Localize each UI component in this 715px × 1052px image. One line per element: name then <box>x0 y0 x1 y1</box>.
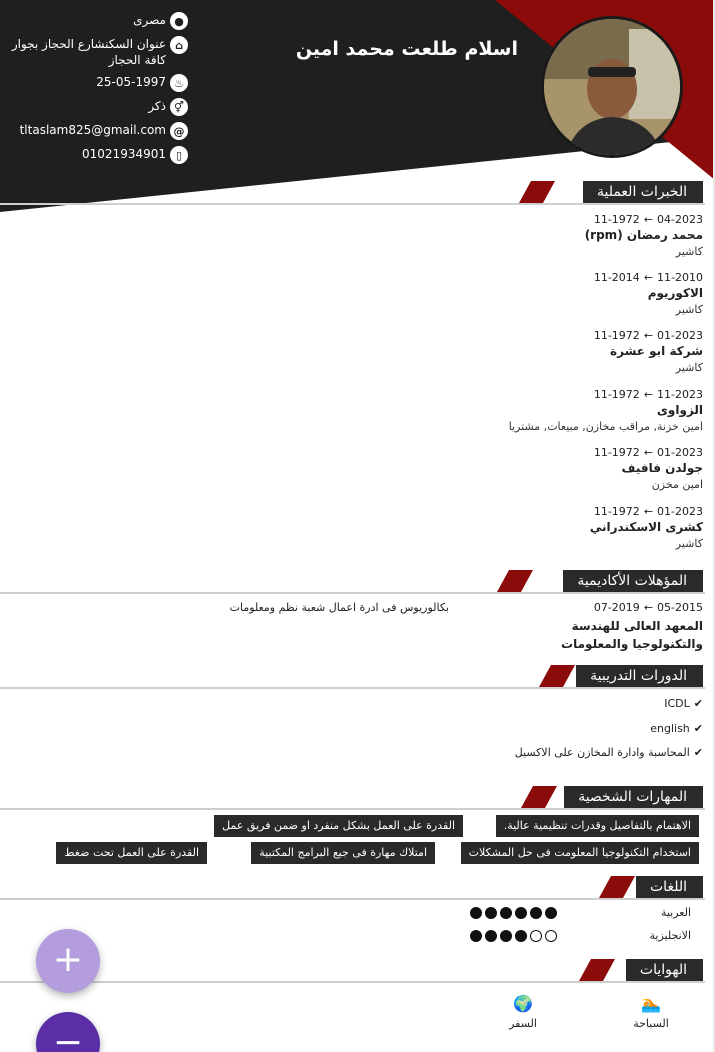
section-title: اللغات <box>636 876 703 898</box>
section-title: المهارات الشخصية <box>564 786 703 808</box>
experience-item: 11-2023 ← 11-1972 الزواوى امين خزنة, مراقب مخازن, مبيعات, مشتريا <box>508 388 703 433</box>
experience-item: 11-2010 ← 11-2014 الاكوريوم كاشير <box>593 271 703 316</box>
hobby-item: 🌍 السفر <box>500 994 546 1030</box>
arrow-left-icon: ← <box>643 388 654 401</box>
rating-dot-filled <box>500 930 512 942</box>
rating-dot-filled <box>515 907 527 919</box>
arrow-left-icon: ← <box>643 505 654 518</box>
skill-badge: القدرة على العمل بشكل منفرد او ضمن فريق عمل <box>210 815 463 837</box>
contact-nationality: ● مصرى <box>0 12 188 30</box>
rating-dot-empty <box>545 930 557 942</box>
experience-item: 01-2023 ← 11-1972 كشرى الاسكندراني كاشير <box>589 505 703 550</box>
location-icon: ● <box>170 12 188 30</box>
contact-phone[interactable]: ▯ 01021934901 <box>0 146 188 164</box>
contact-gender: ⚥ ذكر <box>0 98 188 116</box>
section-courses <box>0 665 705 689</box>
arrow-left-icon: ← <box>643 446 654 459</box>
experience-item: 04-2023 ← 11-1972 محمد رمضان (rpm) كاشير <box>584 213 703 258</box>
arrow-left-icon: ← <box>643 601 654 614</box>
education-institution: المعهد العالى للهندسة والتكنولوجيا والمعلومات <box>561 619 703 651</box>
rating-dot-filled <box>500 907 512 919</box>
section-experience <box>0 181 705 205</box>
gender-icon: ⚥ <box>170 98 188 116</box>
section-title: المؤهلات الأكاديمية <box>563 570 703 592</box>
skill-badge: استخدام التكنولوجيا المعلومت فى حل المشكلات <box>457 842 699 864</box>
education-specialization: بكالوريوس فى ادرة اعمال شعبة نظم ومعلومات <box>229 601 449 614</box>
language-name: العربية <box>660 906 691 919</box>
rating-dot-filled <box>470 907 482 919</box>
experience-item: 01-2023 ← 11-1972 شركة ابو عشرة كاشير <box>593 329 703 374</box>
arrow-left-icon: ← <box>643 271 654 284</box>
rating-dot-filled <box>485 930 497 942</box>
language-level-rating <box>470 930 557 942</box>
section-languages <box>0 876 705 900</box>
checkmark-icon: ✔ <box>693 697 703 710</box>
course-item: ✔ ICDL <box>664 697 703 710</box>
swimming-icon: 🏊 <box>641 994 661 1013</box>
travel-globe-icon: 🌍 <box>513 994 533 1013</box>
rating-dot-filled <box>470 930 482 942</box>
rating-dot-filled <box>545 907 557 919</box>
contact-email[interactable]: @ tltaslam825@gmail.com <box>0 122 188 140</box>
checkmark-icon: ✔ <box>693 722 703 735</box>
contact-list <box>0 12 188 170</box>
arrow-left-icon: ← <box>643 329 654 342</box>
contact-address: ⌂ عنوان السكنشارع الحجاز بجوار كافة الحجاز <box>0 36 188 68</box>
rating-dot-filled <box>530 907 542 919</box>
course-item: ✔ المحاسبة وادارة المخازن على الاكسيل <box>514 746 703 759</box>
phone-icon: ▯ <box>170 146 188 164</box>
section-title: الخبرات العملية <box>583 181 703 203</box>
skill-badge: الاهتمام بالتفاصيل وقدرات تنظيمية عالية. <box>492 815 699 837</box>
profile-photo <box>541 16 683 158</box>
contact-birthdate: ♨ 25-05-1997 <box>0 74 188 92</box>
section-hobbies <box>0 959 705 983</box>
language-name: الانجليزية <box>649 929 691 942</box>
language-level-rating <box>470 907 557 919</box>
course-item: ✔ english <box>650 722 703 735</box>
section-title: الهوايات <box>626 959 703 981</box>
arrow-left-icon: ← <box>643 213 654 226</box>
rating-dot-filled <box>485 907 497 919</box>
skill-badge: القدرة على العمل تحت ضغط <box>52 842 207 864</box>
skill-badge: امتلاك مهارة فى جيع البرامج المكتبية <box>247 842 435 864</box>
section-education <box>0 570 705 594</box>
hobby-item: 🏊 السباحة <box>626 994 676 1030</box>
checkmark-icon: ✔ <box>693 746 703 759</box>
email-icon: @ <box>170 122 188 140</box>
experience-item: 01-2023 ← 11-1972 جولدن فافيف امين مخزن <box>593 446 703 491</box>
section-title: الدورات التدريبية <box>576 665 703 687</box>
rating-dot-empty <box>530 930 542 942</box>
birthday-cake-icon: ♨ <box>170 74 188 92</box>
home-icon: ⌂ <box>170 36 188 54</box>
zoom-out-button[interactable]: − <box>36 1012 100 1052</box>
rating-dot-filled <box>515 930 527 942</box>
section-skills <box>0 786 705 810</box>
zoom-in-button[interactable]: + <box>36 929 100 993</box>
education-dates: 05-2015 ← 07-2019 <box>593 601 703 614</box>
candidate-name: اسلام طلعت محمد امين <box>295 38 518 60</box>
